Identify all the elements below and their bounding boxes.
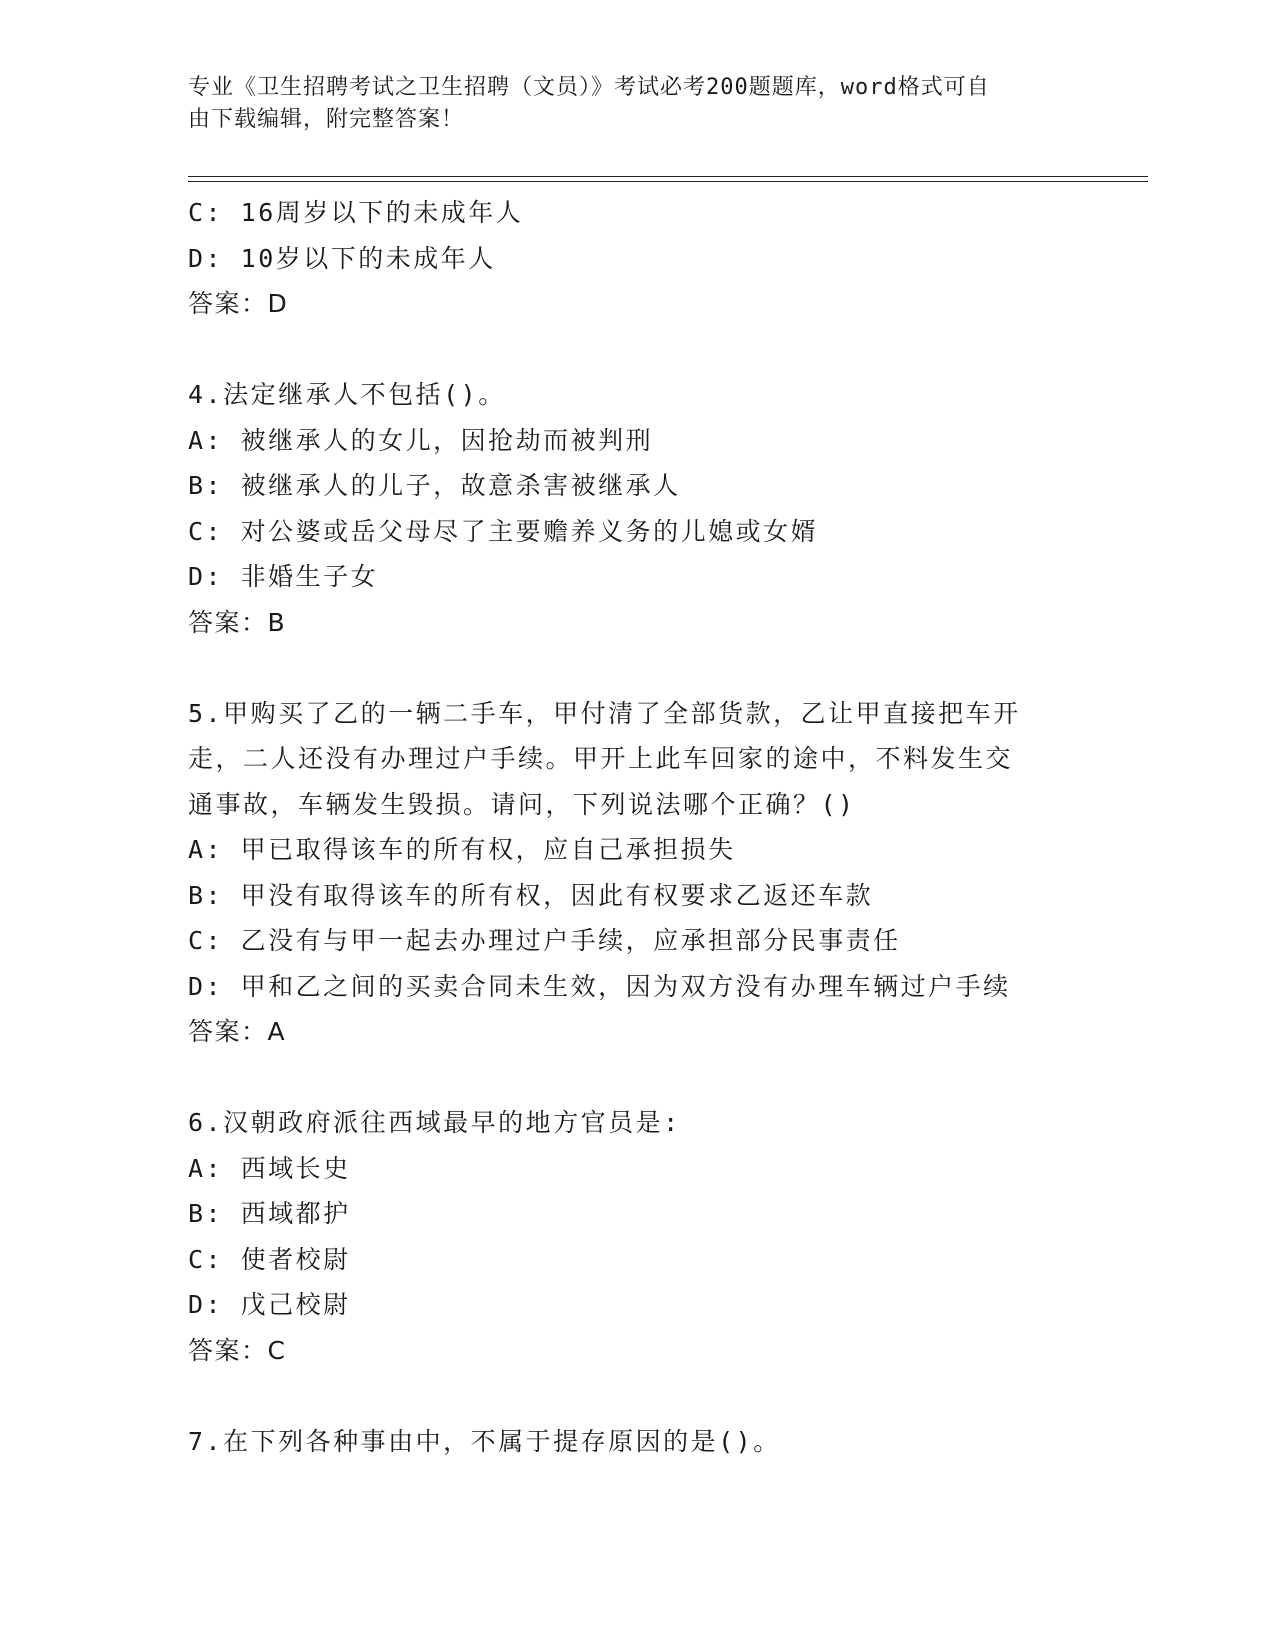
spacer (188, 1373, 1148, 1419)
option-d: D: 戊己校尉 (188, 1290, 351, 1319)
option-b: B: 西域都护 (188, 1199, 351, 1228)
question-text: 4.法定继承人不包括()。 (188, 380, 506, 409)
answer-label: 答案：C (188, 1335, 287, 1365)
document-header (188, 72, 1068, 136)
question-text: 7.在下列各种事由中，不属于提存原因的是()。 (188, 1426, 781, 1456)
question-block-4 (188, 372, 1148, 645)
question-block-6 (188, 1100, 1148, 1373)
option-a: A: 被继承人的女儿，因抢劫而被判刑 (188, 425, 654, 455)
option-d: D: 10岁以下的未成年人 (188, 243, 496, 273)
spacer (188, 645, 1148, 691)
option-c: C: 16周岁以下的未成年人 (188, 198, 524, 227)
question-block-3 (188, 190, 1148, 327)
option-c: C: 乙没有与甲一起去办理过户手续，应承担部分民事责任 (188, 926, 901, 955)
option-a: A: 甲已取得该车的所有权，应自己承担损失 (188, 835, 736, 864)
question-text-line-2: 走，二人还没有办理过户手续。甲开上此车回家的途中，不料发生交 (188, 744, 1014, 773)
answer-label: 答案：B (188, 607, 287, 637)
question-block-7 (188, 1419, 1148, 1465)
option-b: B: 甲没有取得该车的所有权，因此有权要求乙返还车款 (188, 880, 874, 910)
question-text-line-1: 5.甲购买了乙的一辆二手车，甲付清了全部货款，乙让甲直接把车开 (188, 698, 1021, 728)
answer-label: 答案：A (188, 1017, 287, 1046)
question-text: 6.汉朝政府派往西域最早的地方官员是: (188, 1108, 681, 1137)
option-d: D: 非婚生子女 (188, 562, 379, 591)
header-line-2: 由下载编辑，附完整答案！ (188, 107, 465, 132)
option-c: C: 使者校尉 (188, 1244, 351, 1274)
spacer (188, 327, 1148, 373)
header-divider-top (188, 176, 1148, 177)
option-b: B: 被继承人的儿子，故意杀害被继承人 (188, 471, 681, 500)
answer-label: 答案：D (188, 289, 289, 318)
option-d: D: 甲和乙之间的买卖合同未生效，因为双方没有办理车辆过户手续 (188, 971, 1011, 1001)
header-divider-bottom (188, 181, 1148, 182)
option-c: C: 对公婆或岳父母尽了主要赡养义务的儿媳或女婿 (188, 516, 819, 546)
spacer (188, 1055, 1148, 1101)
question-text-line-3: 通事故，车辆发生毁损。请问，下列说法哪个正确？() (188, 789, 856, 819)
header-line-1: 专业《卫生招聘考试之卫生招聘（文员）》考试必考200题题库，word格式可自 (188, 75, 990, 100)
question-list (188, 190, 1148, 1464)
question-block-5 (188, 691, 1148, 1055)
option-a: A: 西域长史 (188, 1153, 351, 1183)
